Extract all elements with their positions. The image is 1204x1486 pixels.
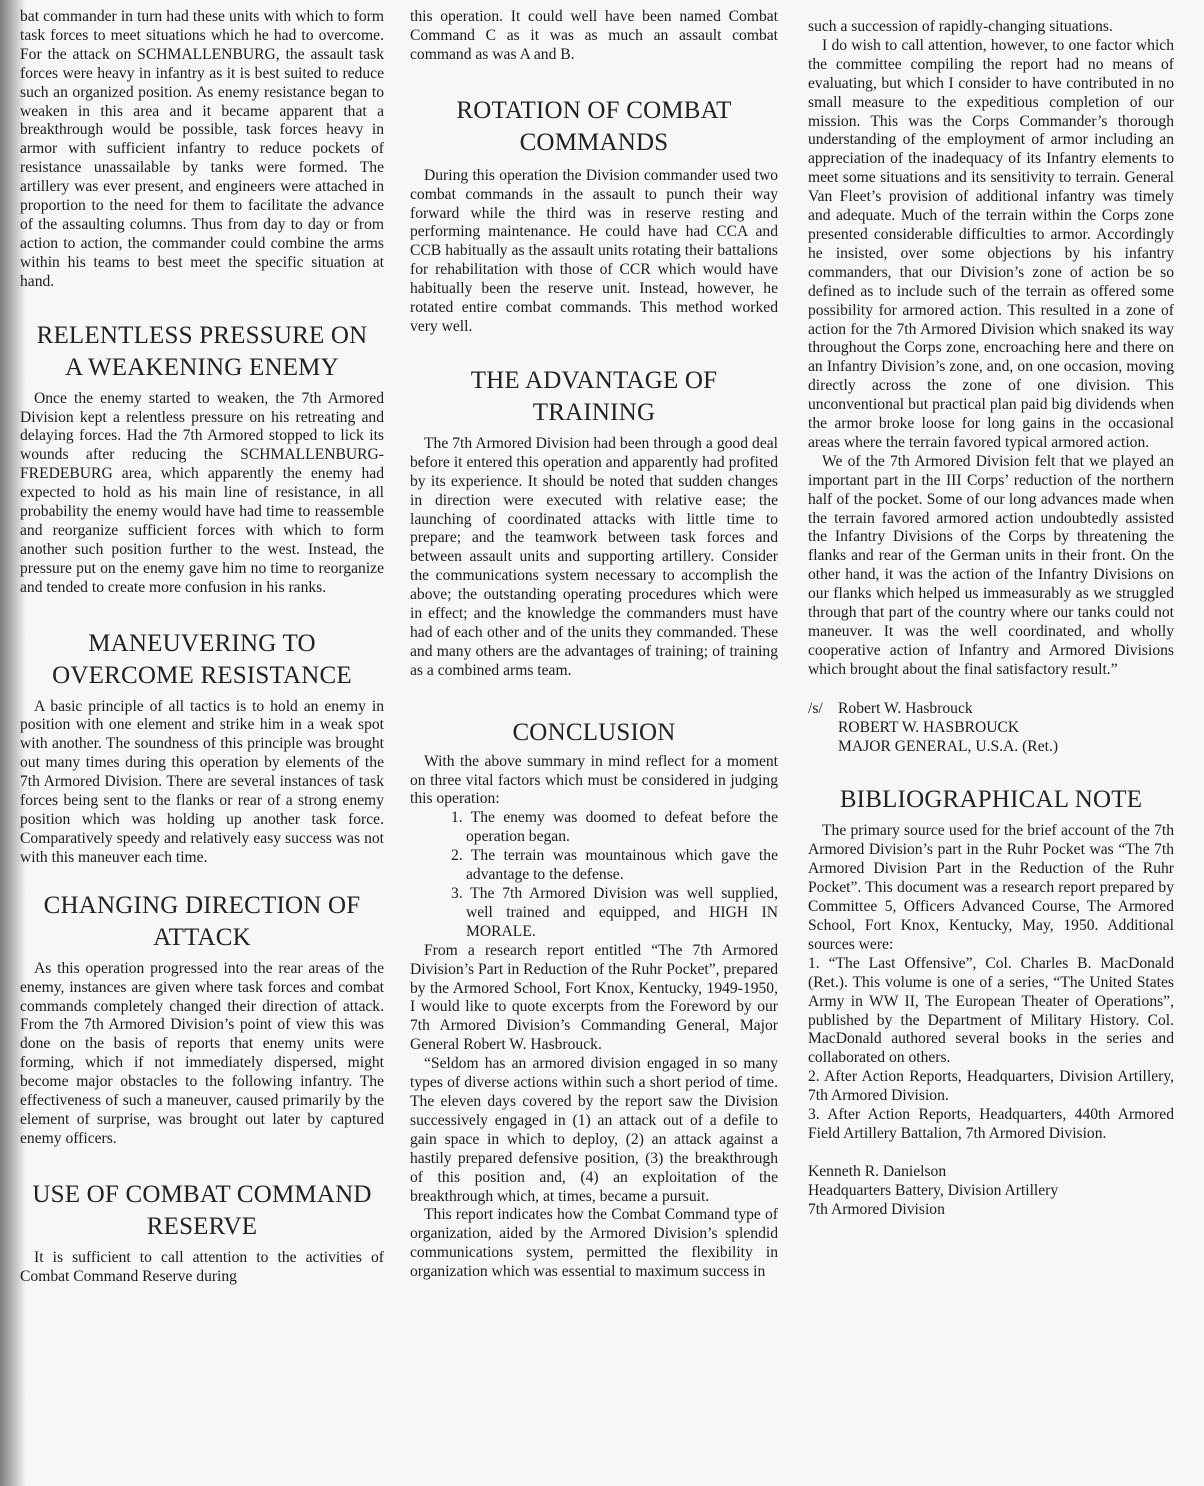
continued-paragraph: bat commander in turn had these units with which to form task forces to meet situations which he had to overcome. For the attack on SCHMALLENBURG, the assault task forces were heavy in infantry as it is best suited to reduce such an organized position. As enemy resistance began to weaken in this area and it became apparent that a breakthrough would be possible, task forces heavy in armor with sufficient infantry to reduce pockets of resistance unassailable by tanks were formed. The artillery was ever present, and engineers were attached in proportion to the need for them to facilitate the advance of the assaulting columns. Thus from day to day or from action to action, the commander could combine the arms within his teams to best meet the specific situation at hand. xyxy=(20,8,384,290)
column-middle xyxy=(410,8,778,1282)
source-list xyxy=(808,955,1174,1144)
column-right xyxy=(808,8,1174,1220)
continued-paragraph: this operation. It could well have been named Combat Command C as it was as much an assault combat command as was A and B. xyxy=(410,8,778,63)
author-division: 7th Armored Division xyxy=(808,1200,945,1218)
paragraph-training: The 7th Armored Division had been through a good deal before it entered this operation and apparently had profited by its experience. It should be noted that sudden changes in direction were executed with relative ease; the launching of coordinated attacks with little time to prepare; and the teamwork between task forces and between assault units and supporting artillery. Consider the communications system necessary to accomplish the above; the outstanding operating procedures which were in effect; and the knowledge the commanders must have had of each other and of the units they commanded. These and many others are the advantages of training; of training as a combined arms team. xyxy=(410,434,778,679)
heading-bibliographical-note: BIBLIOGRAPHICAL NOTE xyxy=(839,786,1143,814)
signature-name-caps: ROBERT W. HASBROUCK xyxy=(838,718,1020,736)
heading-maneuvering: MANEUVERING TO OVERCOME RESISTANCE xyxy=(52,629,352,689)
paragraph-foreword-quote-1: “Seldom has an armored division engaged in so many types of diverse actions within such a short period of time. The eleven days covered by the report saw the Division successively engaged in (1) an attack out of a defile to gain space in which to deploy, (2) an attack against a hastily prepared defensive position, (3) the breakthrough of this position and, (4) an exploitation of the breakthrough which, at times, became a pursuit. xyxy=(410,1055,778,1205)
vital-factors-list xyxy=(410,809,778,941)
signature-name: Robert W. Hasbrouck xyxy=(838,699,973,717)
factor-item: 3. The 7th Armored Division was well supplied, well trained and equipped, and HIGH IN MORALE. xyxy=(451,885,778,940)
author-name: Kenneth R. Danielson xyxy=(808,1162,947,1180)
source-item: 2. After Action Reports, Headquarters, Division Artillery, 7th Armored Division. xyxy=(808,1068,1174,1105)
paragraph-bibliography: The primary source used for the brief account of the 7th Armored Division’s part in the Ruhr Pocket was “The 7th Armored Division Part in the Reduction of the Ruhr Pocket”. This document was a research report prepared by Committee 5, Officers Advanced Course, The Armored School, Fort Knox, Kentucky, May, 1950. Additional sources were: xyxy=(808,822,1174,953)
signature-prefix: /s/ xyxy=(808,699,823,717)
heading-changing-direction: CHANGING DIRECTION OF ATTACK xyxy=(43,891,361,951)
signature-rank: MAJOR GENERAL, U.S.A. (Ret.) xyxy=(838,737,1059,755)
paragraph-research-report: From a research report entitled “The 7th Armored Division’s Part in Reduction of the Ruhr Pocket”, prepared by the Armored School, Fort Knox, Kentucky, 1949-1950, I would like to quote excerpts from the Foreword by our 7th Armored Division’s Commanding General, Major General Robert W. Hasbrouck. xyxy=(410,941,778,1054)
paragraph-conclusion-lead: With the above summary in mind reflect for a moment on three vital factors which must be considered in judging this operation: xyxy=(410,752,778,808)
heading-training: THE ADVANTAGE OF TRAINING xyxy=(470,366,718,426)
author-block xyxy=(808,1163,1174,1220)
paragraph-changing-direction: As this operation progressed into the rear areas of the enemy, instances are given where task forces and combat commands completely changed their direction of attack. From the 7th Armored Division’s point of view this was done on the basis of reports that enemy units were forming, which if not immediately dispersed, might become major obstacles to the following infantry. The effectiveness of such a maneuver, caused primarily by the element of surprise, was brought out later by captured enemy officers. xyxy=(20,959,384,1147)
paragraph-maneuvering: A basic principle of all tactics is to hold an enemy in position with one element and strike him in a weak spot with another. The soundness of this principle was brought out many times during this operation by elements of the 7th Armored Division. There are several instances of task forces being sent to the flanks or rear of a strong enemy position which was holding up another task force. Comparatively speedy and relatively easy success was not with this maneuver each time. xyxy=(20,697,384,866)
source-item: 1. “The Last Offensive”, Col. Charles B. MacDonald (Ret.). This volume is one of a series, “The United States Army in WW II, The European Theater of Operations”, published by the Department of Military History. Col. MacDonald authored several books in the series and collaborated on others. xyxy=(808,954,1174,1067)
source-item: 3. After Action Reports, Headquarters, 440th Armored Field Artillery Battalion, 7th Armored Division. xyxy=(808,1106,1174,1142)
factor-item: 1. The enemy was doomed to defeat before the operation began. xyxy=(451,809,778,846)
factor-item: 2. The terrain was mountainous which gave the advantage to the defense. xyxy=(451,847,778,884)
paragraph-relentless-pressure: Once the enemy started to weaken, the 7th Armored Division kept a relentless pressure on his retreating and delaying forces. Had the 7th Armored stopped to lick its wounds after reducing the SCHMALLENBURG-FREDEBURG area, which apparently the enemy had expected to hold as his main line of resistance, in all probability the enemy would have had time to reassemble and reorganize sufficient forces with which to form another such position further to the west. Instead, the pressure put on the enemy gave him no time to reorganize and tended to create more confusion in his ranks. xyxy=(20,389,384,596)
heading-conclusion: CONCLUSION xyxy=(512,718,676,746)
heading-relentless-pressure: RELENTLESS PRESSURE ON A WEAKENING ENEMY xyxy=(36,321,368,381)
continued-paragraph: such a succession of rapidly-changing situations. xyxy=(808,18,1113,35)
heading-combat-command-reserve: USE OF COMBAT COMMAND RESERVE xyxy=(32,1180,372,1240)
paragraph-combat-command-reserve: It is sufficient to call attention to the activities of Combat Command Reserve during xyxy=(20,1248,384,1285)
author-unit: Headquarters Battery, Division Artillery xyxy=(808,1181,1059,1199)
paragraph-iii-corps: We of the 7th Armored Division felt that we played an important part in the III Corps’ reduction of the northern half of the pocket. Some of our long advances made when the terrain favored armored action undoubtedly assisted the Infantry Divisions of the Corps by threatening the flanks and rear of the German units in their front. On the other hand, it was the action of the Infantry Divisions on our flanks which helped us immeasurably as we struggled through that part of the country where our tanks could not maneuver. It was the well coordinated, and wholly cooperative action of Infantry and Armored Divisions which brought about the final satisfactory result.” xyxy=(808,452,1174,678)
paragraph-corps-commander: I do wish to call attention, however, to one factor which the committee compiling the report had no means of evaluating, but which I consider to have contributed in no small measure to the expeditious completion of our mission. This was the Corps Commander’s thorough understanding of the employment of armor including an appreciation of the inadequacy of its Infantry elements to meet some situations and its sensitivity to terrain. General Van Fleet’s provision of additional infantry was timely and adequate. Much of the terrain within the Corps zone presented considerable difficulties to armor. Accordingly he insisted, over some objections by his infantry commanders, that our Division’s zone of action be so defined as to include such of the terrain as offered some possibility for armored action. This resulted in a zone of action for the 7th Armored Division which snaked its way throughout the Corps zone, encroaching here and there on an Infantry Division’s zone, and, on one occasion, moving directly across the zone of one division. This unconventional but practical plan paid big dividends when the armor broke loose for long gains in the occasional areas where the terrain favored typical armored action. xyxy=(808,36,1174,451)
heading-rotation: ROTATION OF COMBAT COMMANDS xyxy=(456,96,732,156)
paragraph-foreword-quote-2: This report indicates how the Combat Command type of organization, aided by the Armored Division’s splendid communications system, permitted the flexibility in organization which was essential to maximum success in xyxy=(410,1206,778,1281)
paragraph-rotation: During this operation the Division commander used two combat commands in the assault to punch their way forward while the third was in reserve resting and performing maintenance. He could have had CCA and CCB habitually as the assault units rotating their battalions for rehabilitation with those of CCR which would have habitually been the reserve unit. Instead, however, he rotated entire combat commands. This method worked very well. xyxy=(410,166,778,335)
signature-block xyxy=(808,700,1174,757)
column-left xyxy=(20,8,384,1287)
